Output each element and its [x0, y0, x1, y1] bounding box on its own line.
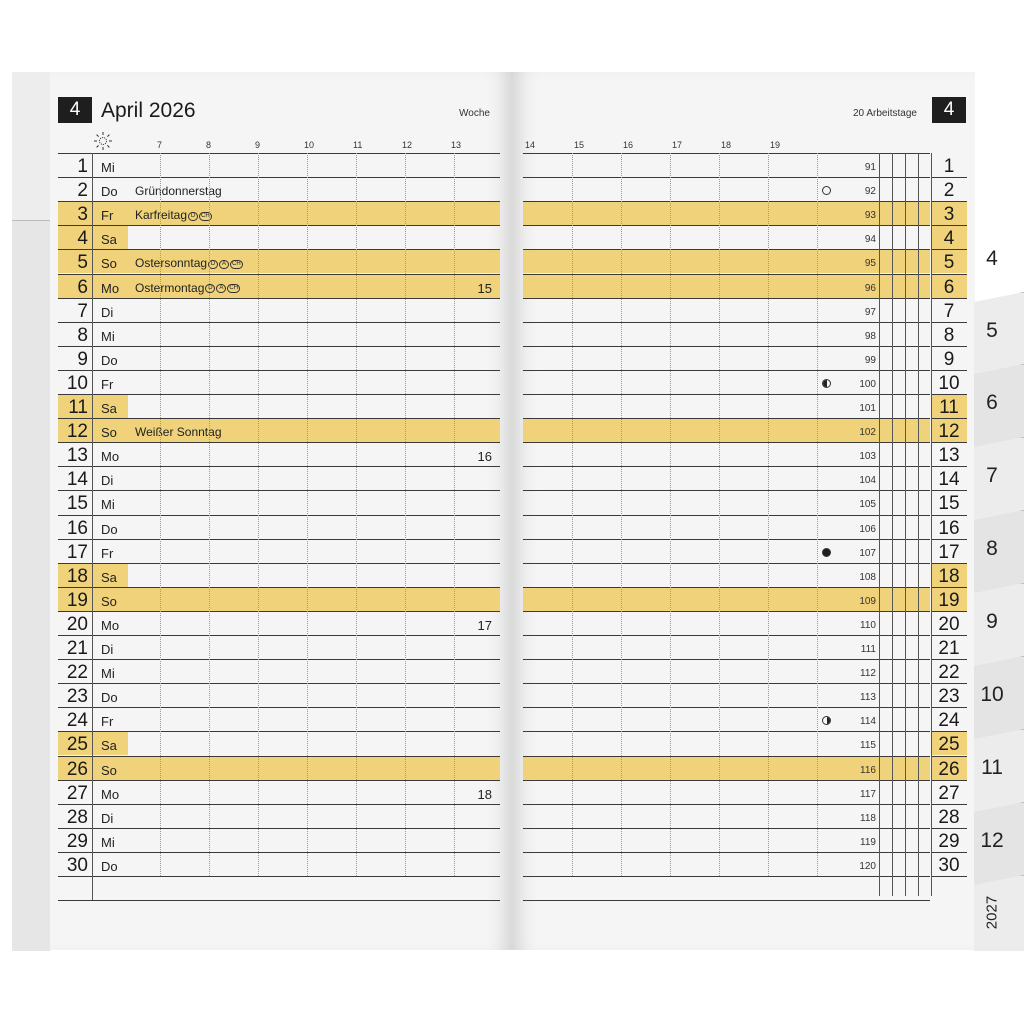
weekend-band: [58, 588, 500, 611]
row-divider: [523, 731, 930, 732]
weekday-label: Do: [101, 184, 118, 200]
row-divider: [58, 828, 500, 829]
moon-phase-last-quarter-icon: [822, 379, 831, 388]
row-divider: [931, 635, 967, 636]
hour-divider: [454, 153, 455, 876]
row-divider: [523, 876, 930, 877]
day-of-year: 99: [864, 354, 876, 366]
row-divider: [58, 298, 500, 299]
hour-divider: [209, 153, 210, 876]
day-number: 13: [66, 445, 88, 467]
weekday-column-line: [92, 153, 93, 900]
row-divider: [523, 298, 930, 299]
row-divider: [931, 515, 967, 516]
day-number: 21: [66, 638, 88, 659]
row-divider: [931, 370, 967, 371]
weekday-label: So: [101, 425, 117, 441]
day-number: 18: [66, 565, 88, 587]
row-divider: [931, 466, 967, 467]
row-divider: [523, 683, 930, 684]
week-number: 17: [477, 617, 492, 633]
weekday-label: Do: [101, 521, 118, 537]
hour-label: 18: [721, 140, 732, 150]
day-of-year: 111: [860, 644, 876, 655]
page-title: April 2026: [101, 99, 196, 122]
day-number: 7: [77, 300, 88, 322]
back-cover-flap: [12, 220, 50, 951]
day-of-year: 113: [860, 692, 876, 704]
row-divider: [58, 370, 500, 371]
day-number-right: 18: [938, 565, 960, 587]
holiday-name: Weißer Sonntag: [135, 425, 222, 440]
day-number: 28: [66, 806, 88, 828]
day-number: 27: [66, 782, 88, 804]
row-divider: [58, 876, 500, 877]
day-number: 15: [66, 493, 88, 515]
check-column-line: [892, 153, 893, 896]
row-divider: [58, 707, 500, 708]
hour-divider: [356, 153, 357, 876]
week-number: 15: [477, 280, 492, 296]
row-divider: [931, 611, 967, 612]
row-divider: [931, 539, 967, 540]
day-number-right: 26: [938, 758, 960, 780]
day-number: 9: [77, 348, 88, 370]
day-of-year: 115: [860, 740, 876, 752]
weekday-label: Mi: [101, 497, 115, 513]
day-number-right: 29: [938, 830, 960, 852]
moon-phase-first-quarter-icon: [822, 716, 831, 725]
weekend-band: [58, 250, 500, 273]
day-of-year: 120: [859, 860, 876, 872]
hour-divider: [307, 153, 308, 876]
check-column-line: [905, 153, 906, 896]
day-number: 24: [66, 710, 88, 732]
hour-label: 14: [525, 140, 536, 150]
row-divider: [58, 466, 500, 467]
day-of-year: 91: [864, 162, 876, 173]
row-divider: [931, 659, 967, 660]
row-divider: [523, 900, 930, 901]
day-number-right: 28: [938, 806, 960, 828]
day-number: 29: [66, 830, 88, 852]
weekday-label: Do: [101, 858, 118, 874]
week-number: 18: [477, 786, 492, 802]
row-divider: [58, 322, 500, 323]
day-number-right: 22: [938, 662, 960, 684]
row-divider: [931, 780, 967, 781]
weekend-band: [58, 757, 500, 780]
row-divider: [523, 780, 930, 781]
day-number-right: 7: [943, 300, 955, 322]
day-number: 30: [66, 854, 88, 876]
hour-header-line: [58, 153, 500, 154]
day-number: 12: [66, 421, 88, 443]
moon-phase-new-icon: [822, 548, 831, 557]
day-of-year: 98: [864, 330, 876, 342]
month-tab-label[interactable]: 10: [980, 683, 1004, 706]
country-badge: A: [219, 260, 229, 269]
day-number-right: 8: [943, 324, 955, 346]
row-divider: [58, 852, 500, 853]
day-number: 6: [77, 276, 88, 298]
day-number: 17: [66, 541, 88, 563]
row-divider: [523, 515, 930, 516]
row-divider: [523, 490, 930, 491]
day-number-right: 11: [939, 397, 959, 418]
day-number-right: 24: [938, 710, 960, 732]
row-divider: [931, 298, 967, 299]
weekday-label: Mo: [101, 280, 120, 296]
day-of-year: 97: [864, 306, 876, 318]
hour-divider: [258, 153, 259, 876]
day-number: 3: [77, 204, 88, 226]
row-divider: [58, 490, 500, 491]
weekday-label: Fr: [101, 545, 114, 561]
hour-divider: [768, 153, 769, 876]
weekend-band: [58, 275, 500, 298]
day-number: 14: [66, 469, 88, 491]
row-divider: [931, 442, 967, 443]
day-number: 8: [77, 324, 88, 346]
holiday-name: Ostermontag: [135, 280, 205, 295]
day-of-year: 94: [864, 234, 876, 246]
sun-icon: [93, 131, 113, 151]
country-badge: CH: [201, 212, 210, 219]
hour-divider: [719, 153, 720, 876]
day-of-year: 101: [859, 403, 876, 414]
working-days-label: 20 Arbeitstage: [853, 108, 917, 119]
row-divider: [523, 852, 930, 853]
row-divider: [523, 828, 930, 829]
row-divider: [58, 659, 500, 660]
day-number-right: 4: [943, 228, 955, 250]
month-tab-label[interactable]: 2027: [983, 895, 1001, 930]
hour-divider: [160, 153, 161, 876]
day-number-right: 17: [938, 541, 960, 563]
day-of-year: 108: [859, 571, 876, 583]
row-divider: [523, 635, 930, 636]
day-number-right: 23: [938, 686, 960, 708]
day-number-right: 10: [938, 372, 960, 394]
weekday-label: Do: [101, 690, 118, 706]
day-of-year: 102: [859, 427, 876, 439]
holiday-name: Gründonnerstag: [135, 184, 222, 199]
row-divider: [523, 466, 930, 467]
weekday-label: Fr: [101, 376, 114, 392]
day-number: 25: [66, 734, 88, 756]
weekday-label: Sa: [101, 738, 117, 754]
hour-label: 10: [304, 140, 315, 150]
day-of-year: 100: [859, 378, 876, 390]
holiday-name: Karfreitag: [135, 208, 188, 223]
hour-label: 17: [672, 140, 683, 150]
hour-label: 9: [255, 140, 261, 150]
row-divider: [523, 563, 930, 564]
day-number-right: 12: [938, 421, 960, 443]
row-divider: [523, 659, 930, 660]
day-number-right: 6: [943, 276, 955, 298]
holiday-name: Ostersonntag: [135, 256, 208, 271]
row-divider: [58, 804, 500, 805]
day-number-right: 20: [938, 613, 960, 635]
weekday-label: Do: [101, 352, 118, 368]
day-number: 20: [66, 613, 88, 635]
check-column-line: [879, 153, 880, 896]
weekday-label: Mo: [101, 449, 120, 465]
day-of-year: 106: [859, 523, 876, 535]
row-divider: [58, 442, 500, 443]
day-of-year: 95: [864, 258, 876, 270]
day-number-right: 15: [938, 493, 960, 515]
weekday-label: Di: [101, 810, 114, 826]
moon-shade: [827, 717, 831, 724]
day-number-right: 30: [938, 854, 960, 876]
weekday-label: Mi: [101, 160, 115, 175]
month-tab-label[interactable]: 8: [986, 537, 998, 560]
day-number: 2: [77, 180, 88, 202]
day-number-right: 27: [938, 782, 960, 804]
weekday-label: Di: [101, 642, 114, 657]
holiday-label: [135, 209, 212, 221]
hour-label: 7: [157, 140, 163, 150]
country-badge: D: [208, 260, 218, 269]
holiday-label: [135, 257, 243, 269]
weekday-label: Fr: [101, 714, 114, 730]
row-divider: [58, 611, 500, 612]
row-divider: [523, 707, 930, 708]
hour-header-line: [523, 153, 930, 154]
weekday-label: Mi: [101, 834, 115, 850]
hour-label: 12: [402, 140, 413, 150]
row-divider: [931, 828, 967, 829]
row-divider: [58, 515, 500, 516]
day-number: 5: [77, 252, 88, 274]
day-number-right: 2: [943, 180, 955, 202]
hour-label: 8: [206, 140, 212, 150]
day-number-right: 1: [943, 156, 955, 177]
weekend-band: [58, 202, 500, 225]
day-number-right: 5: [943, 252, 955, 274]
weekday-label: Fr: [101, 208, 114, 224]
weekend-band: [58, 419, 500, 442]
row-divider: [58, 780, 500, 781]
row-divider: [523, 539, 930, 540]
month-tab-label[interactable]: 5: [986, 319, 998, 342]
row-divider: [931, 683, 967, 684]
row-divider: [931, 177, 967, 178]
day-number-right: 13: [938, 445, 960, 467]
weekday-label: Di: [101, 473, 114, 489]
hour-label: 19: [770, 140, 781, 150]
day-number: 11: [68, 397, 88, 418]
hour-divider: [670, 153, 671, 876]
check-column-line: [918, 153, 919, 896]
month-tab-label[interactable]: 4: [986, 247, 998, 270]
hour-divider: [817, 153, 818, 876]
day-of-year: 118: [860, 812, 876, 824]
row-divider: [931, 876, 967, 877]
day-number: 10: [66, 372, 88, 394]
country-badge: A: [216, 284, 226, 293]
row-divider: [58, 683, 500, 684]
hour-label: 13: [451, 140, 462, 150]
row-divider: [523, 394, 930, 395]
check-column-line: [931, 153, 932, 896]
day-number: 19: [66, 589, 88, 611]
row-divider: [931, 804, 967, 805]
day-number-right: 14: [938, 469, 960, 491]
weekday-label: Mo: [101, 786, 120, 802]
day-of-year: 104: [859, 475, 876, 487]
holiday-label: [135, 282, 240, 294]
row-divider: [58, 900, 500, 901]
month-tab-label[interactable]: 12: [980, 829, 1004, 852]
row-divider: [523, 177, 930, 178]
weekday-label: Sa: [101, 569, 117, 585]
day-number-right: 3: [943, 204, 955, 226]
row-divider: [523, 611, 930, 612]
row-divider: [58, 539, 500, 540]
row-divider: [931, 490, 967, 491]
day-of-year: 119: [860, 836, 876, 848]
day-of-year: 112: [860, 668, 876, 680]
weekday-label: Mo: [101, 617, 120, 633]
row-divider: [523, 442, 930, 443]
hour-divider: [572, 153, 573, 876]
day-number-right: 21: [938, 638, 960, 659]
row-divider: [523, 322, 930, 323]
row-divider: [931, 346, 967, 347]
row-divider: [931, 852, 967, 853]
row-divider: [523, 370, 930, 371]
day-of-year: 116: [860, 764, 876, 776]
month-tab-label[interactable]: 6: [986, 391, 998, 414]
weekday-label: Sa: [101, 401, 117, 416]
country-badge: D: [188, 212, 198, 221]
row-divider: [58, 635, 500, 636]
row-divider: [523, 225, 930, 226]
weekday-label: Mi: [101, 328, 115, 344]
day-of-year: 103: [859, 451, 876, 463]
weekday-label: Sa: [101, 232, 117, 248]
day-number: 16: [66, 517, 88, 539]
hour-label: 11: [353, 140, 363, 150]
day-number: 23: [66, 686, 88, 708]
row-divider: [931, 707, 967, 708]
day-number: 1: [77, 156, 88, 177]
hour-divider: [621, 153, 622, 876]
hour-label: 15: [574, 140, 585, 150]
day-of-year: 117: [860, 788, 876, 800]
day-number: 26: [66, 758, 88, 780]
weekday-label: So: [101, 593, 117, 609]
day-of-year: 93: [864, 210, 876, 222]
country-badge: D: [205, 284, 215, 293]
hour-divider: [405, 153, 406, 876]
day-number-right: 9: [943, 348, 955, 370]
day-of-year: 109: [859, 595, 876, 607]
row-divider: [931, 322, 967, 323]
hour-label: 16: [623, 140, 634, 150]
weekday-label: Di: [101, 304, 114, 320]
row-divider: [58, 177, 500, 178]
weekday-label: Mi: [101, 666, 115, 682]
moon-shade: [823, 380, 827, 387]
month-number-box-right: 4: [932, 97, 966, 123]
row-divider: [58, 346, 500, 347]
day-of-year: 110: [860, 619, 876, 631]
row-divider: [523, 346, 930, 347]
day-of-year: 96: [864, 282, 876, 294]
day-of-year: 114: [860, 716, 876, 728]
week-number: 16: [477, 449, 492, 465]
day-number-right: 25: [938, 734, 960, 756]
day-number: 4: [77, 228, 88, 250]
month-tab-label[interactable]: 7: [986, 464, 998, 487]
day-of-year: 107: [859, 547, 876, 559]
country-badge: CH: [229, 284, 239, 291]
day-of-year: 92: [864, 186, 876, 198]
weekday-label: So: [101, 256, 117, 272]
day-number-right: 16: [938, 517, 960, 539]
country-badge: CH: [232, 260, 241, 267]
month-tab-label[interactable]: 9: [986, 610, 998, 633]
row-divider: [523, 804, 930, 805]
week-label: Woche: [459, 108, 490, 119]
weekday-label: So: [101, 762, 117, 778]
month-tab-label[interactable]: 11: [981, 756, 1003, 779]
month-number-box-left: 4: [58, 97, 92, 123]
day-number: 22: [66, 662, 88, 684]
day-number-right: 19: [938, 589, 960, 611]
day-of-year: 105: [859, 499, 876, 511]
